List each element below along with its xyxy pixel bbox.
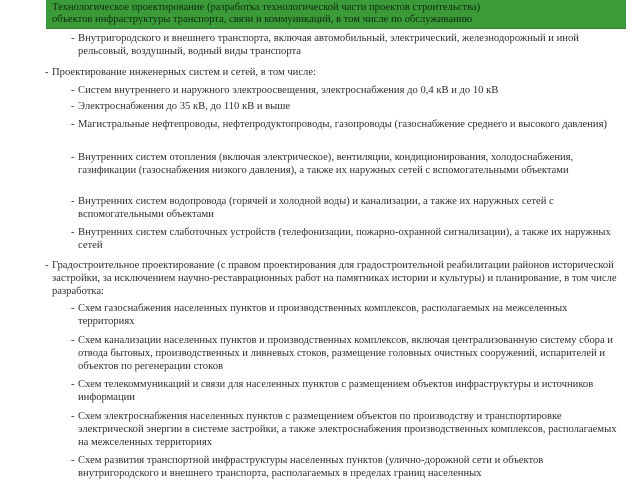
list-item: - Схем газоснабжения населенных пунктов и производственных комплексов, располагаемых на межселенных территориях	[78, 302, 618, 328]
banner-line-2: объектов инфраструктуры транспорта, связи и коммуникаций, в том числе по обслуживанию	[52, 14, 473, 25]
section-heading: - Проектирование инженерных систем и сетей, в том числе:	[52, 66, 622, 79]
list-item: - Внутригородского и внешнего транспорта, включая автомобильный, электрический, железнодорожный и иной рельсовый, воздушный, водный виды транспорта	[78, 32, 618, 58]
list-item: - Схем электроснабжения населенных пунктов с размещением объектов по производству и транспортировке электрической энергии в системе застройки, а также электроснабжения производственных комплексов, располагаемых на межселенных территориях	[78, 410, 618, 449]
banner-line-1: Технологическое проектирование (разработка технологической части проектов строительства)	[52, 2, 481, 13]
list-item: - Электроснабжения до 35 кВ, до 110 кВ и выше	[78, 100, 618, 113]
section-heading: - Градостроительное проектирование (с правом проектирования для градостроительной реабилитации районов исторической застройки, за исключением научно-реставрационных работ на памятниках истории и культуры) и планирование, в том числе разработка:	[52, 259, 622, 298]
list-item: - Схем канализации населенных пунктов и производственных комплексов, включая централизованную систему сбора и отвода бытовых, производственных и ливневых стоков, размещение головных очистных сооружений, испарителей и объектов по регенерации стоков	[78, 334, 618, 373]
list-item: - Схем телекоммуникаций и связи для населенных пунктов с размещением объектов инфраструктуры и источников информации	[78, 378, 618, 404]
list-item: - Схем развития транспортной инфраструктуры населенных пунктов (улично-дорожной сети и объектов внутригородского и внешнего транспорта, располагаемых в пределах границ населенных	[78, 454, 618, 480]
list-item: - Магистральные нефтепроводы, нефтепродуктопроводы, газопроводы (газоснабжение среднего и высокого давления)	[78, 118, 618, 131]
list-item: - Внутренних систем отопления (включая электрическое), вентиляции, кондиционирования, холодоснабжения, газификации (газоснабжения низкого давления), а также их наружных сетей с вспомогательными объектами	[78, 151, 618, 177]
list-item: - Внутренних систем водопровода (горячей и холодной воды) и канализации, а также их наружных сетей с вспомогательными объектами	[78, 195, 618, 221]
banner-text	[52, 2, 612, 26]
list-item: - Внутренних систем слаботочных устройств (телефонизации, пожарно-охранной сигнализации), а также их наружных сетей	[78, 226, 618, 252]
list-item: - Систем внутреннего и наружного электроосвещения, электроснабжения до 0,4 кВ и до 10 кВ	[78, 84, 618, 97]
